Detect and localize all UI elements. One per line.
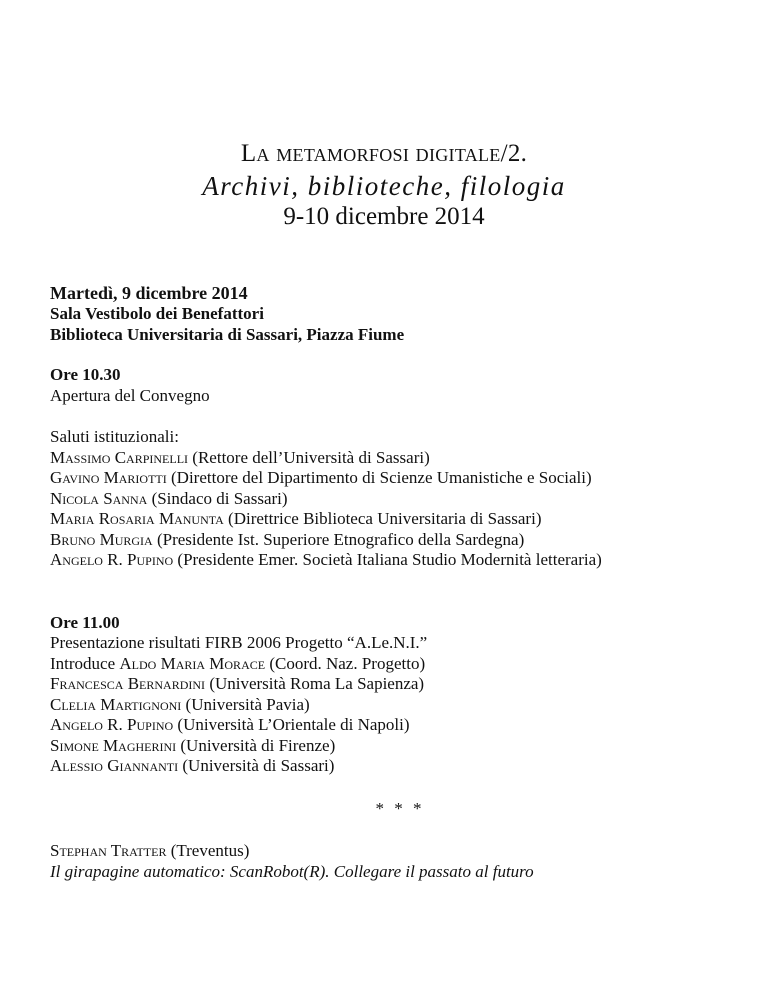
program-content	[50, 282, 750, 882]
conference-subtitle: Archivi, biblioteche, filologia	[202, 171, 566, 201]
speaker-name: Stephan Tratter	[50, 841, 167, 860]
speaker-role: (Rettore dell’Università di Sassari)	[192, 447, 430, 467]
speaker-role: (Università di Firenze)	[180, 735, 336, 755]
speaker-role: (Università L’Orientale di Napoli)	[177, 715, 410, 734]
speaker-name: Alessio Giannanti	[50, 756, 179, 775]
greetings-list	[50, 448, 750, 571]
presentation-speakers	[50, 674, 750, 777]
presentation-speaker	[50, 736, 750, 757]
presentation-speaker	[50, 695, 750, 716]
section-separator: * * *	[375, 798, 425, 818]
speaker-name: Maria Rosaria Manunta	[50, 509, 224, 528]
speaker-role: (Università Pavia)	[185, 694, 310, 714]
conference-title: La metamorfosi digitale/2.	[240, 140, 528, 167]
speaker-name: Clelia Martignoni	[50, 694, 182, 714]
speaker-name: Gavino Mariotti	[50, 468, 167, 487]
speaker-name: Simone Magherini	[50, 735, 177, 755]
speaker-role: (Università di Sassari)	[182, 756, 335, 775]
speaker-role: (Direttore del Dipartimento di Scienze Umanistiche e Sociali)	[171, 468, 592, 487]
greeting-speaker	[50, 550, 750, 571]
speaker-role: (Università Roma La Sapienza)	[209, 674, 425, 693]
speaker-role: (Presidente Emer. Società Italiana Studio Modernità letteraria)	[177, 550, 602, 569]
session-room: Sala Vestibolo dei Benefattori	[50, 304, 264, 323]
presentation-speaker	[50, 715, 750, 736]
speaker-name: Angelo R. Pupino	[50, 715, 174, 734]
session-day: Martedì, 9 dicembre 2014	[50, 283, 248, 303]
greeting-speaker	[50, 530, 750, 551]
presentation-speaker	[50, 756, 750, 777]
intro-name: Aldo Maria Morace	[119, 653, 266, 673]
greeting-speaker	[50, 509, 750, 530]
speaker-role: (Presidente Ist. Superiore Etnografico della Sardegna)	[156, 529, 525, 549]
talk-title: Il girapagine automatico: ScanRobot(R). Collegare il passato al futuro	[50, 861, 534, 881]
greeting-speaker	[50, 468, 750, 489]
speaker-name: Massimo Carpinelli	[50, 447, 189, 467]
intro-prefix: Introduce	[50, 653, 116, 673]
speaker-name: Francesca Bernardini	[50, 674, 206, 693]
talk-speaker	[50, 841, 750, 862]
presentation-speaker	[50, 674, 750, 695]
speaker-role: (Direttrice Biblioteca Universitaria di Sassari)	[228, 509, 542, 528]
document-header	[0, 138, 768, 232]
opening-label: Apertura del Convegno	[50, 385, 210, 405]
conference-dates: 9-10 dicembre 2014	[283, 203, 485, 230]
presentation-title: Presentazione risultati FIRB 2006 Progetto “A.Le.N.I.”	[50, 633, 428, 652]
speaker-name: Angelo R. Pupino	[50, 550, 174, 569]
presentation-intro	[50, 654, 750, 675]
speaker-name: Nicola Sanna	[50, 488, 148, 508]
session-venue: Biblioteca Universitaria di Sassari, Piazza Fiume	[50, 324, 405, 344]
speaker-role: (Treventus)	[170, 841, 250, 860]
greetings-heading: Saluti istituzionali:	[50, 427, 179, 446]
presentation-time: Ore 11.00	[50, 612, 120, 632]
speaker-role: (Sindaco di Sassari)	[151, 488, 288, 508]
speaker-name: Bruno Murgia	[50, 529, 153, 549]
greeting-speaker	[50, 489, 750, 510]
greeting-speaker	[50, 448, 750, 469]
intro-role: (Coord. Naz. Progetto)	[269, 653, 426, 673]
opening-time: Ore 10.30	[50, 365, 121, 384]
